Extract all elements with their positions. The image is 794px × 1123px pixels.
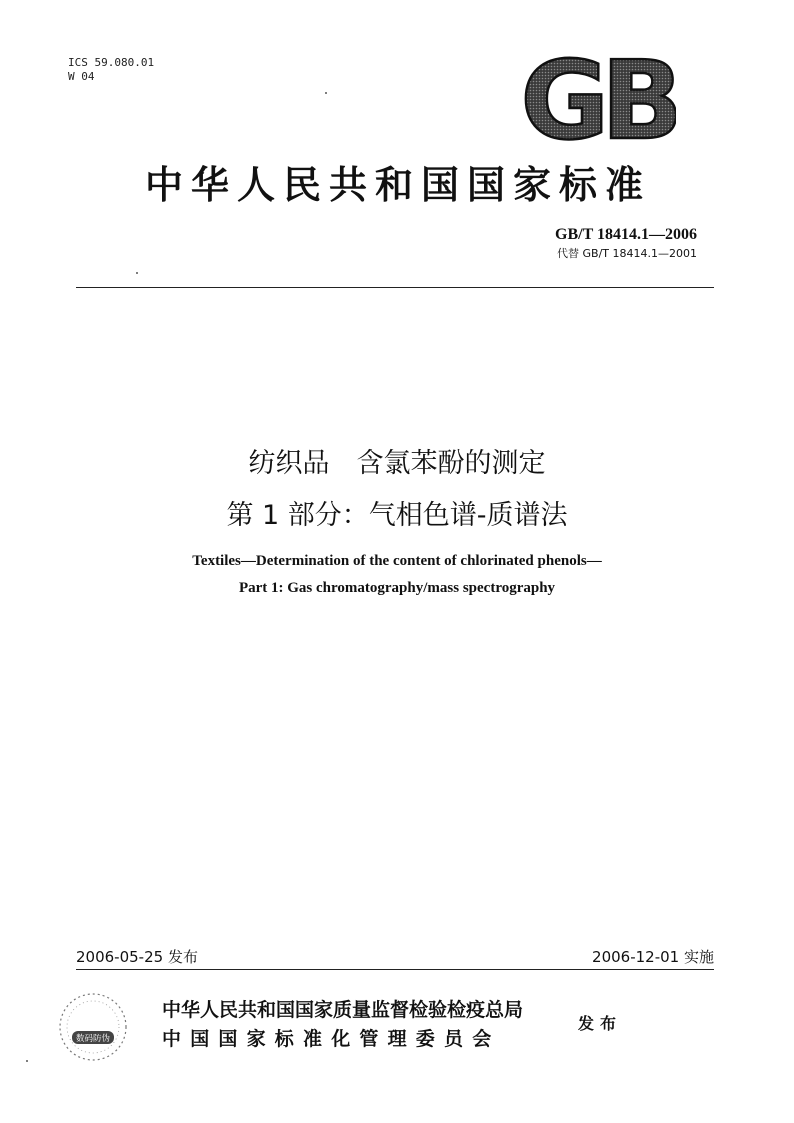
publish-label: 发布 <box>578 1014 623 1033</box>
standard-title: 中华人民共和国国家标准 <box>144 162 651 207</box>
issue-date: 2006-05-25 发布 <box>76 948 198 966</box>
chinese-title-line2: 第 1 部分：气相色谱-质谱法 <box>226 500 568 531</box>
scan-speck <box>325 92 327 94</box>
replaces-standard: 代替 GB/T 18414.1—2001 <box>557 247 697 260</box>
anti-counterfeit-stamp <box>56 990 130 1064</box>
scan-speck <box>136 272 138 274</box>
gb-logo-text: GB <box>520 50 676 146</box>
classification-codes <box>68 56 154 84</box>
issuer-sac: 中国国家标准化管理委员会 <box>162 1028 501 1050</box>
gb-logo <box>520 50 676 146</box>
english-title-line2: Part 1: Gas chromatography/mass spectrography <box>238 580 556 596</box>
implementation-date: 2006-12-01 实施 <box>592 948 714 966</box>
stamp-text: 数码防伪 <box>75 1034 111 1044</box>
scan-speck <box>26 1060 28 1062</box>
class-code: W 04 <box>68 70 95 83</box>
chinese-title-line1: 纺织品 含氯苯酚的测定 <box>248 448 546 479</box>
bottom-divider <box>76 969 714 970</box>
standard-number: GB/T 18414.1—2006 <box>555 226 697 243</box>
issuer-aqsiq: 中华人民共和国国家质量监督检验检疫总局 <box>162 999 524 1021</box>
top-divider <box>76 287 714 288</box>
ics-code: ICS 59.080.01 <box>68 56 155 69</box>
english-title-line1: Textiles—Determination of the content of chlorinated phenols— <box>192 553 602 569</box>
